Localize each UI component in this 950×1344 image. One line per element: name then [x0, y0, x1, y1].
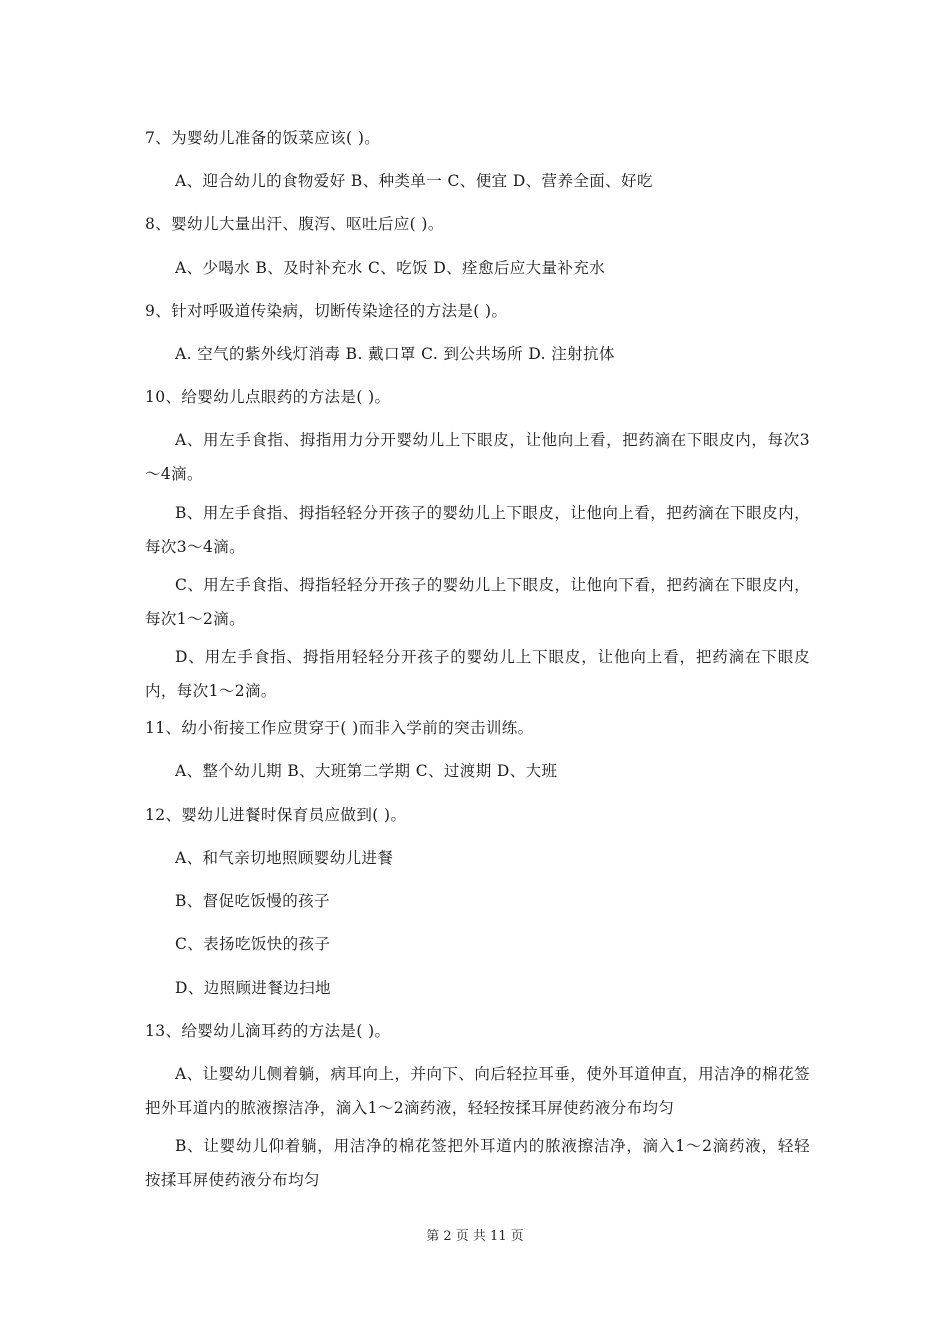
question-9-stem: 9、针对呼吸道传染病，切断传染途径的方法是( )。 [145, 302, 508, 320]
question-12-stem: 12、婴幼儿进餐时保育员应做到( )。 [145, 806, 407, 824]
question-13-option-b: B、让婴幼儿仰着躺，用洁净的棉花签把外耳道内的脓液擦洁净，滴入1～2滴药液，轻轻按揉耳屏使药液分布均匀 [145, 1137, 810, 1189]
question-10-stem: 10、给婴幼儿点眼药的方法是( )。 [145, 388, 391, 406]
question-8-stem: 8、婴幼儿大量出汗、腹泻、呕吐后应( )。 [145, 215, 444, 233]
question-7-stem: 7、为婴幼儿准备的饭菜应该( )。 [145, 129, 381, 147]
question-10-option-c: C、用左手食指、拇指轻轻分开孩子的婴幼儿上下眼皮，让他向下看，把药滴在下眼皮内，每次1～2滴。 [145, 576, 810, 628]
question-13-stem: 13、给婴幼儿滴耳药的方法是( )。 [145, 1022, 391, 1040]
question-10-option-a: A、用左手食指、拇指用力分开婴幼儿上下眼皮，让他向上看，把药滴在下眼皮内，每次3～4滴。 [145, 431, 810, 483]
question-11-stem: 11、幼小衔接工作应贯穿于( )而非入学前的突击训练。 [145, 719, 534, 737]
question-12-option-a: A、和气亲切地照顾婴幼儿进餐 [175, 849, 394, 867]
question-7-options: A、迎合幼儿的食物爱好 B、种类单一 C、便宜 D、营养全面、好吃 [175, 172, 653, 190]
question-13-option-a: A、让婴幼儿侧着躺，病耳向上，并向下、向后轻拉耳垂，使外耳道伸直，用洁净的棉花签把外耳道内的脓液擦洁净，滴入1～2滴药液，轻轻按揉耳屏使药液分布均匀 [145, 1065, 810, 1117]
question-10-option-d: D、用左手食指、拇指用轻轻分开孩子的婴幼儿上下眼皮，让他向上看，把药滴在下眼皮内，每次1～2滴。 [145, 648, 810, 700]
page-number-footer: 第 2 页 共 11 页 [426, 1229, 524, 1244]
question-10-option-b: B、用左手食指、拇指轻轻分开孩子的婴幼儿上下眼皮，让他向上看，把药滴在下眼皮内，每次3～4滴。 [145, 504, 810, 556]
question-8-options: A、少喝水 B、及时补充水 C、吃饭 D、痊愈后应大量补充水 [175, 259, 606, 277]
question-11-options: A、整个幼儿期 B、大班第二学期 C、过渡期 D、大班 [175, 762, 558, 780]
question-12-option-c: C、表扬吃饭快的孩子 [175, 935, 331, 953]
question-12-option-b: B、督促吃饭慢的孩子 [175, 892, 330, 910]
question-12-option-d: D、边照顾进餐边扫地 [175, 979, 331, 997]
question-9-options: A. 空气的紫外线灯消毒 B. 戴口罩 C. 到公共场所 D. 注射抗体 [175, 345, 615, 363]
